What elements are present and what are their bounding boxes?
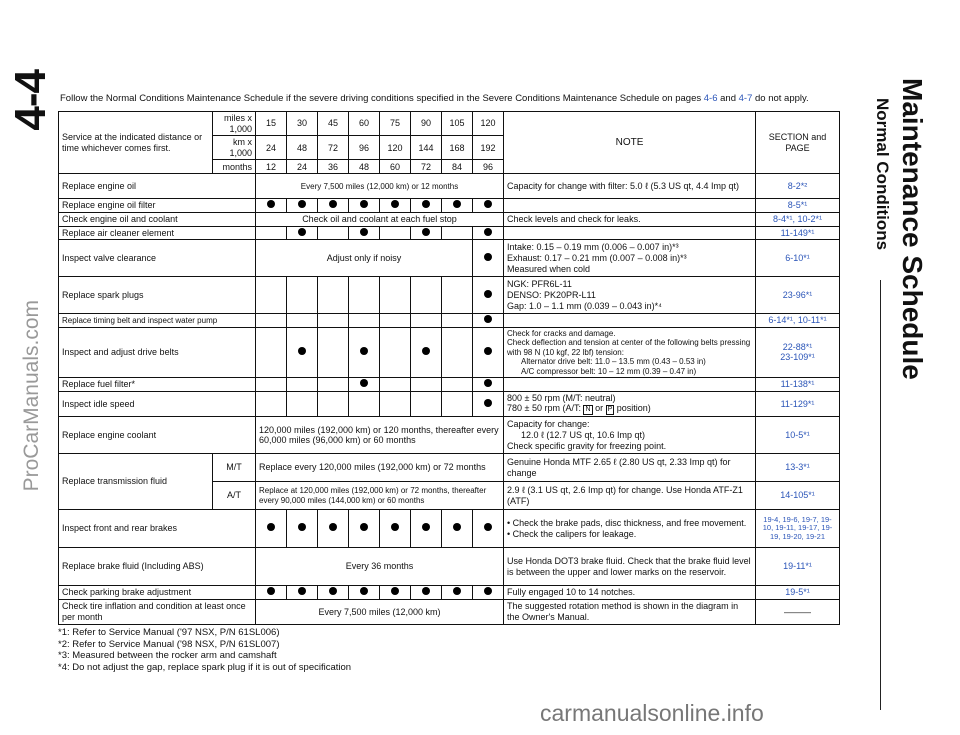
item-note: The suggested rotation method is shown in the diagram in the Owner's Manual.: [504, 599, 756, 624]
intro-text: [60, 93, 809, 104]
item-note: Check levels and check for leaks.: [504, 213, 756, 227]
interval-span: Check oil and coolant at each fuel stop: [256, 213, 504, 227]
interval-cell: [318, 277, 349, 314]
service-dot: [329, 587, 337, 595]
interval-cell: [380, 314, 411, 328]
service-dot: [360, 228, 368, 236]
section-ref[interactable]: 8-2*²: [756, 174, 840, 199]
interval-cell: [349, 314, 380, 328]
months-cell: 84: [442, 160, 473, 174]
interval-cell: [380, 391, 411, 417]
interval-cell: [318, 327, 349, 377]
section-ref[interactable]: 13-3*¹: [756, 454, 840, 482]
section-ref[interactable]: 14-105*¹: [756, 482, 840, 510]
item-note: Genuine Honda MTF 2.65 ℓ (2.80 US qt, 2.33 Imp qt) for change: [504, 454, 756, 482]
gear-p-icon: P: [607, 406, 613, 414]
interval-cell: [287, 277, 318, 314]
months-cell: 48: [349, 160, 380, 174]
header-service: Service at the indicated distance or time whichever comes first.: [59, 112, 213, 174]
miles-cell: 120: [473, 112, 504, 136]
section-ref[interactable]: 22-88*¹: [782, 341, 813, 352]
interval-cell: [287, 314, 318, 328]
item-name: Replace engine oil: [59, 174, 256, 199]
service-dot: [484, 253, 492, 261]
service-dot: [484, 228, 492, 236]
km-cell: 24: [256, 136, 287, 160]
interval-cell: [411, 199, 442, 213]
service-dot: [484, 587, 492, 595]
item-name: Inspect valve clearance: [59, 240, 256, 277]
interval-cell: [411, 277, 442, 314]
section-ref: ———: [756, 599, 840, 624]
interval-cell: [349, 226, 380, 240]
row-inspect-valve-clearance: [59, 240, 840, 277]
service-dot: [484, 399, 492, 407]
note-text: 780 ± 50 rpm (A/T:: [507, 403, 581, 414]
footnote: *3: Measured between the rocker arm and camshaft: [58, 650, 277, 662]
miles-cell: 15: [256, 112, 287, 136]
section-ref[interactable]: 6-14*¹, 10-11*¹: [756, 314, 840, 328]
km-cell: 72: [318, 136, 349, 160]
interval-cell: [411, 314, 442, 328]
service-dot: [329, 200, 337, 208]
interval-cell: [349, 327, 380, 377]
note-line: Exhaust: 0.17 – 0.21 mm (0.007 – 0.008 in)*³: [507, 252, 687, 263]
interval-cell: [473, 199, 504, 213]
item-note: [504, 226, 756, 240]
interval-cell: [442, 586, 473, 600]
interval-cell: [442, 510, 473, 548]
interval-cell: [256, 199, 287, 213]
item-note: [504, 199, 756, 213]
page-link-4-7[interactable]: 4-7: [738, 93, 753, 104]
interval-cell: [349, 391, 380, 417]
interval-cell: [256, 226, 287, 240]
watermark-bottom: carmanualsonline.info: [540, 700, 764, 726]
item-note: [504, 314, 756, 328]
service-dot: [422, 228, 430, 236]
note-line: Alternator drive belt: 11.0 – 13.5 mm (0.43 – 0.53 in): [521, 357, 706, 367]
interval-cell: [318, 314, 349, 328]
interval-cell: [318, 586, 349, 600]
note-line: Gap: 1.0 – 1.1 mm (0.039 – 0.043 in)*⁴: [507, 300, 662, 311]
item-note: [504, 391, 756, 417]
row-check-tires: [59, 599, 840, 624]
note-line: Check specific gravity for freezing point.: [507, 440, 667, 451]
header-note: NOTE: [504, 112, 756, 174]
intro-tail: do not apply.: [755, 93, 809, 104]
interval-cell: [349, 378, 380, 392]
interval-span: Adjust only if noisy: [256, 240, 473, 277]
row-trans-mt: [59, 454, 840, 482]
interval-cell: [380, 327, 411, 377]
note-line: Check deflection and tension at center of the following belts pressing with 98 N (10 kgf, 22 lbf) tension:: [507, 338, 751, 357]
row-replace-spark-plugs: [59, 277, 840, 314]
note-line: 800 ± 50 rpm (M/T: neutral): [507, 392, 616, 403]
interval-cell: [411, 327, 442, 377]
interval-cell: [287, 199, 318, 213]
interval-cell: [473, 240, 504, 277]
interval-cell: [380, 510, 411, 548]
item-note: [504, 240, 756, 277]
row-check-oil-coolant: [59, 213, 840, 227]
service-dot: [298, 523, 306, 531]
header-miles: miles x 1,000: [213, 112, 256, 136]
note-line: • Check the calipers for leakage.: [507, 528, 637, 539]
section-ref-group: [756, 327, 840, 377]
interval-cell: [349, 277, 380, 314]
gear-n-icon: N: [585, 406, 591, 414]
row-replace-fuel-filter: [59, 378, 840, 392]
interval-span: Replace at 120,000 miles (192,000 km) or 72 months, thereafter every 90,000 miles (144,000 km) or 60 months: [256, 482, 504, 510]
interval-cell: [380, 199, 411, 213]
service-dot: [360, 200, 368, 208]
item-name: Replace air cleaner element: [59, 226, 256, 240]
interval-cell: [473, 586, 504, 600]
side-rule: [880, 280, 881, 710]
interval-cell: [349, 510, 380, 548]
interval-cell: [442, 199, 473, 213]
footnote: *1: Refer to Service Manual ('97 NSX, P/N 61SL006): [58, 627, 280, 638]
interval-span: Every 7,500 miles (12,000 km) or 12 months: [256, 174, 504, 199]
item-name: Replace fuel filter*: [59, 378, 256, 392]
footnotes: [58, 627, 351, 673]
item-note: Capacity for change with filter: 5.0 ℓ (5.3 US qt, 4.4 Imp qt): [504, 174, 756, 199]
interval-cell: [380, 277, 411, 314]
note-line: NGK: PFR6L-11: [507, 279, 572, 290]
service-dot: [360, 523, 368, 531]
service-dot: [267, 200, 275, 208]
row-replace-brake-fluid: [59, 548, 840, 586]
service-dot: [422, 523, 430, 531]
km-cell: 168: [442, 136, 473, 160]
page-number: 4-4: [6, 70, 55, 131]
item-name: Replace transmission fluid: [59, 454, 213, 510]
row-replace-oil-filter: [59, 199, 840, 213]
item-note: Use Honda DOT3 brake fluid. Check that the brake fluid level is between the upper and lower marks on the reservoir.: [504, 548, 756, 586]
trans-type-at: A/T: [213, 482, 256, 510]
km-cell: 144: [411, 136, 442, 160]
item-name: Inspect and adjust drive belts: [59, 327, 256, 377]
note-line: Check for cracks and damage.: [507, 328, 616, 338]
months-cell: 72: [411, 160, 442, 174]
service-dot: [391, 587, 399, 595]
item-name: Replace engine coolant: [59, 417, 256, 454]
service-dot: [453, 587, 461, 595]
miles-cell: 60: [349, 112, 380, 136]
interval-cell: [318, 391, 349, 417]
note-text: position): [616, 403, 651, 414]
service-dot: [484, 290, 492, 298]
interval-cell: [256, 378, 287, 392]
trans-type-mt: M/T: [213, 454, 256, 482]
section-ref[interactable]: 8-4*¹, 10-2*¹: [756, 213, 840, 227]
service-dot: [298, 347, 306, 355]
interval-cell: [473, 314, 504, 328]
row-check-parking-brake: [59, 586, 840, 600]
section-ref[interactable]: 19-5*¹: [756, 586, 840, 600]
section-ref[interactable]: 11-129*¹: [756, 391, 840, 417]
service-dot: [422, 200, 430, 208]
interval-cell: [287, 226, 318, 240]
item-name: Replace spark plugs: [59, 277, 256, 314]
item-note: [504, 510, 756, 548]
km-cell: 192: [473, 136, 504, 160]
item-name: Check parking brake adjustment: [59, 586, 256, 600]
maintenance-table: [58, 111, 840, 625]
interval-cell: [411, 391, 442, 417]
item-name: Replace timing belt and inspect water pump: [59, 314, 256, 328]
interval-cell: [287, 586, 318, 600]
interval-cell: [380, 586, 411, 600]
item-note: [504, 417, 756, 454]
km-cell: 48: [287, 136, 318, 160]
interval-cell: [256, 391, 287, 417]
interval-cell: [380, 378, 411, 392]
note-line: [507, 403, 752, 415]
row-inspect-idle-speed: [59, 391, 840, 417]
service-dot: [453, 200, 461, 208]
header-months: months: [213, 160, 256, 174]
interval-cell: [411, 510, 442, 548]
item-note: [504, 378, 756, 392]
interval-cell: [473, 378, 504, 392]
service-dot: [484, 347, 492, 355]
km-cell: 96: [349, 136, 380, 160]
note-line: DENSO: PK20PR-L11: [507, 289, 596, 300]
page-link-4-6[interactable]: 4-6: [703, 93, 718, 104]
row-inspect-drive-belts: [59, 327, 840, 377]
interval-cell: [473, 510, 504, 548]
row-replace-timing-belt: [59, 314, 840, 328]
miles-cell: 90: [411, 112, 442, 136]
row-inspect-brakes: [59, 510, 840, 548]
service-dot: [422, 347, 430, 355]
side-title: Maintenance Schedule: [897, 78, 928, 380]
interval-cell: [349, 586, 380, 600]
item-name: Inspect front and rear brakes: [59, 510, 256, 548]
months-cell: 60: [380, 160, 411, 174]
interval-cell: [442, 327, 473, 377]
interval-span: Every 7,500 miles (12,000 km): [256, 599, 504, 624]
note-line: Capacity for change:: [507, 419, 590, 430]
item-note: 2.9 ℓ (3.1 US qt, 2.6 Imp qt) for change. Use Honda ATF-Z1 (ATF): [504, 482, 756, 510]
section-ref[interactable]: 23-96*¹: [756, 277, 840, 314]
note-line: A/C compressor belt: 10 – 12 mm (0.39 – 0.47 in): [521, 366, 697, 376]
service-dot: [391, 200, 399, 208]
interval-cell: [318, 226, 349, 240]
header-section: SECTION and PAGE: [756, 112, 840, 174]
section-ref[interactable]: 6-10*¹: [756, 240, 840, 277]
interval-cell: [442, 378, 473, 392]
watermark-left: ProCarManuals.com: [20, 300, 43, 492]
item-name: Inspect idle speed: [59, 391, 256, 417]
interval-cell: [411, 226, 442, 240]
interval-cell: [411, 378, 442, 392]
interval-cell: [442, 314, 473, 328]
row-replace-coolant: [59, 417, 840, 454]
footnote: *2: Refer to Service Manual ('98 NSX, P/N 61SL007): [58, 638, 280, 650]
service-dot: [391, 523, 399, 531]
months-cell: 12: [256, 160, 287, 174]
interval-span: Every 36 months: [256, 548, 504, 586]
months-cell: 36: [318, 160, 349, 174]
section-ref[interactable]: 11-138*¹: [756, 378, 840, 392]
interval-cell: [287, 327, 318, 377]
interval-cell: [318, 510, 349, 548]
interval-cell: [473, 391, 504, 417]
service-dot: [422, 587, 430, 595]
months-cell: 24: [287, 160, 318, 174]
interval-cell: [349, 199, 380, 213]
header-km: km x 1,000: [213, 136, 256, 160]
interval-cell: [473, 277, 504, 314]
service-dot: [360, 587, 368, 595]
interval-cell: [287, 391, 318, 417]
miles-cell: 30: [287, 112, 318, 136]
side-subtitle: Normal Conditions: [873, 98, 892, 251]
service-dot: [267, 523, 275, 531]
km-cell: 120: [380, 136, 411, 160]
service-dot: [360, 379, 368, 387]
intro-body: Follow the Normal Conditions Maintenance Schedule if the severe driving conditions specified in the Severe Conditions Maintenance Schedule on pages: [60, 93, 702, 104]
note-line: Intake: 0.15 – 0.19 mm (0.006 – 0.007 in)*³: [507, 242, 679, 253]
service-dot: [484, 379, 492, 387]
service-dot: [484, 523, 492, 531]
interval-cell: [473, 226, 504, 240]
interval-cell: [442, 391, 473, 417]
service-dot: [298, 200, 306, 208]
interval-cell: [256, 510, 287, 548]
item-name: Check tire inflation and condition at least once per month: [59, 599, 256, 624]
interval-cell: [256, 327, 287, 377]
months-cell: 96: [473, 160, 504, 174]
service-dot: [329, 523, 337, 531]
interval-cell: [442, 226, 473, 240]
interval-cell: [411, 586, 442, 600]
interval-span: 120,000 miles (192,000 km) or 120 months, thereafter every 60,000 miles (96,000 km) or 60 months: [256, 417, 504, 454]
note-line: • Check the brake pads, disc thickness, and free movement.: [507, 518, 747, 529]
section-ref[interactable]: 19-11*¹: [756, 548, 840, 586]
section-ref[interactable]: 19-4, 19-6, 19-7, 19-10, 19-11, 19-17, 19-19, 19-20, 19-21: [756, 510, 840, 548]
item-note: [504, 277, 756, 314]
item-name: Check engine oil and coolant: [59, 213, 256, 227]
service-dot: [484, 315, 492, 323]
item-name: Replace engine oil filter: [59, 199, 256, 213]
interval-cell: [256, 586, 287, 600]
item-note: [504, 327, 756, 377]
service-dot: [360, 347, 368, 355]
interval-cell: [256, 314, 287, 328]
interval-cell: [380, 226, 411, 240]
interval-span: Replace every 120,000 miles (192,000 km) or 72 months: [256, 454, 504, 482]
service-dot: [267, 587, 275, 595]
footnote: *4: Do not adjust the gap, replace spark plug if it is out of specification: [58, 661, 352, 673]
miles-cell: 105: [442, 112, 473, 136]
service-dot: [453, 523, 461, 531]
item-name: Replace brake fluid (Including ABS): [59, 548, 256, 586]
interval-cell: [287, 378, 318, 392]
item-note: Fully engaged 10 to 14 notches.: [504, 586, 756, 600]
service-dot: [298, 587, 306, 595]
note-text: or: [595, 403, 604, 414]
miles-cell: 45: [318, 112, 349, 136]
section-ref[interactable]: 23-109*¹: [780, 352, 815, 363]
interval-cell: [256, 277, 287, 314]
row-replace-air-cleaner: [59, 226, 840, 240]
interval-cell: [318, 199, 349, 213]
service-dot: [298, 228, 306, 236]
note-line: Measured when cold: [507, 263, 591, 274]
interval-cell: [442, 277, 473, 314]
intro-and: and: [720, 93, 736, 104]
section-ref[interactable]: 10-5*¹: [756, 417, 840, 454]
interval-cell: [287, 510, 318, 548]
interval-cell: [473, 327, 504, 377]
miles-cell: 75: [380, 112, 411, 136]
section-ref[interactable]: 8-5*¹: [756, 199, 840, 213]
row-replace-engine-oil: [59, 174, 840, 199]
note-line: 12.0 ℓ (12.7 US qt, 10.6 Imp qt): [521, 429, 645, 440]
section-ref[interactable]: 11-149*¹: [756, 226, 840, 240]
interval-cell: [318, 378, 349, 392]
service-dot: [484, 200, 492, 208]
